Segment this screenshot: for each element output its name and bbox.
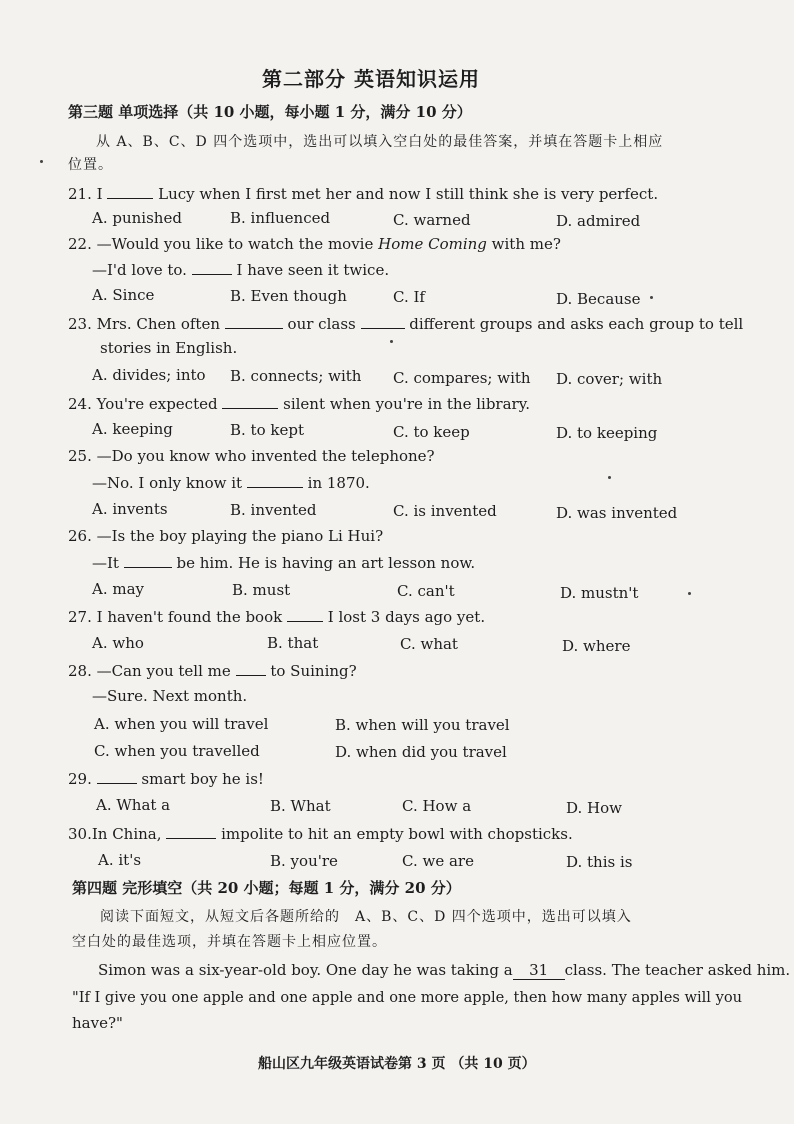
q28-blank (236, 661, 266, 676)
q25-line2-start: —No. I only know it (92, 474, 243, 492)
q29-stem-start: 29. (68, 770, 92, 788)
q21-option-b: B. influenced (230, 209, 331, 227)
page-footer: 船山区九年级英语试卷第 3 页 （共 10 页） (258, 1056, 536, 1072)
q22-line2-start: —I'd love to. (92, 261, 187, 279)
passage-line1-end: class. The teacher asked him. (564, 961, 791, 979)
q23-line1-start: 23. Mrs. Chen often (68, 315, 220, 333)
scan-speck (40, 160, 43, 163)
q22-line1-start: 22. —Would you like to watch the movie (68, 235, 379, 253)
q23-blank-2 (361, 314, 405, 329)
q28-option-d: D. when did you travel (335, 743, 507, 761)
q30-stem-end: impolite to hit an empty bowl with chopsticks. (221, 825, 573, 843)
q23-blank-1 (225, 314, 283, 329)
section3-heading: 第三题 单项选择（共 10 小题，每小题 1 分，满分 10 分） (68, 103, 472, 121)
passage-line3: have?" (72, 1014, 123, 1032)
q23-option-a: A. divides; into (92, 366, 206, 384)
q21-blank (107, 184, 153, 199)
q24-blank (222, 394, 278, 409)
q25-option-b: B. invented (230, 501, 317, 519)
q26-option-d: D. mustn't (560, 584, 639, 602)
q21-stem-start: 21. I (68, 185, 103, 203)
q24-option-a: A. keeping (92, 420, 173, 438)
q27-blank (287, 607, 323, 622)
q22-option-b: B. Even though (230, 287, 347, 305)
question-21-stem (68, 184, 658, 203)
section3-instruction-line1: 从 A、B、C、D 四个选项中，选出可以填入空白处的最佳答案，并填在答题卡上相应 (96, 134, 664, 150)
q27-stem-start: 27. I haven't found the book (68, 608, 283, 626)
scan-speck (390, 340, 393, 343)
question-27-stem (68, 607, 485, 626)
section4-instruction-line2: 空白处的最佳选项，并填在答题卡上相应位置。 (72, 934, 387, 950)
q25-line2-end: in 1870. (307, 474, 370, 492)
passage-line1-start: Simon was a six-year-old boy. One day he was taking a (98, 961, 513, 979)
q29-blank (97, 769, 137, 784)
question-23-line2: stories in English. (100, 339, 238, 357)
q25-blank (247, 473, 303, 488)
q28-line1-end: to Suining? (270, 662, 357, 680)
q23-option-b: B. connects; with (230, 367, 362, 385)
q30-option-c: C. we are (402, 852, 474, 870)
q22-option-c: C. If (393, 288, 425, 306)
question-30-stem (68, 824, 573, 843)
q24-stem-start: 24. You're expected (68, 395, 218, 413)
question-22-line1 (68, 235, 561, 253)
q27-option-d: D. where (562, 637, 631, 655)
q30-stem-start: 30.In China, (68, 825, 162, 843)
section4-instruction-line1: 阅读下面短文，从短文后各题所给的 A、B、C、D 四个选项中，选出可以填入 (100, 909, 632, 925)
scan-speck (608, 476, 611, 479)
passage-blank-31: 31 (513, 961, 565, 980)
q22-line2-end: I have seen it twice. (236, 261, 390, 279)
q24-stem-end: silent when you're in the library. (283, 395, 530, 413)
q24-option-c: C. to keep (393, 423, 470, 441)
section4-heading: 第四题 完形填空（共 20 小题；每题 1 分，满分 20 分） (72, 879, 461, 897)
question-25-line1: 25. —Do you know who invented the telephone? (68, 447, 435, 465)
q29-option-a: A. What a (96, 796, 171, 814)
q21-option-c: C. warned (393, 211, 471, 229)
q28-option-b: B. when will you travel (335, 716, 510, 734)
q24-option-b: B. to kept (230, 421, 304, 439)
section3-instruction-line2: 位置。 (68, 157, 113, 173)
q29-option-b: B. What (270, 797, 331, 815)
q23-option-c: C. compares; with (393, 369, 531, 387)
q27-option-c: C. what (400, 635, 458, 653)
q26-option-b: B. must (232, 581, 291, 599)
q27-stem-end: I lost 3 days ago yet. (327, 608, 486, 626)
scan-speck (688, 592, 691, 595)
q26-line2-start: —It (92, 554, 119, 572)
q24-option-d: D. to keeping (556, 424, 658, 442)
q26-option-c: C. can't (397, 582, 455, 600)
q29-option-d: D. How (566, 799, 622, 817)
q23-option-d: D. cover; with (556, 370, 663, 388)
q30-option-d: D. this is (566, 853, 633, 871)
question-26-line1: 26. —Is the boy playing the piano Li Hui? (68, 527, 384, 545)
q23-line1-end: different groups and asks each group to tell (409, 315, 744, 333)
q28-option-a: A. when you will travel (94, 715, 269, 733)
q22-option-d: D. Because (556, 290, 641, 308)
question-24-stem (68, 394, 530, 413)
question-25-line2 (92, 473, 370, 492)
q22-blank (192, 260, 232, 275)
q25-option-d: D. was invented (556, 504, 678, 522)
passage-line1 (98, 961, 790, 980)
question-28-line2: —Sure. Next month. (92, 687, 248, 705)
q30-option-b: B. you're (270, 852, 338, 870)
q26-blank (124, 553, 172, 568)
q28-line1-start: 28. —Can you tell me (68, 662, 231, 680)
q21-option-a: A. punished (92, 209, 182, 227)
q26-option-a: A. may (92, 580, 145, 598)
question-29-stem (68, 769, 264, 788)
q21-stem-end: Lucy when I first met her and now I still think she is very perfect. (158, 185, 659, 203)
q22-movie-title: Home Coming (378, 235, 487, 253)
question-28-line1 (68, 661, 357, 680)
question-22-line2 (92, 260, 389, 279)
question-26-line2 (92, 553, 475, 572)
q22-option-a: A. Since (92, 286, 155, 304)
question-23-line1 (68, 314, 743, 333)
scan-speck (650, 296, 653, 299)
q27-option-a: A. who (92, 634, 144, 652)
page-title: 第二部分 英语知识运用 (262, 67, 480, 91)
q29-option-c: C. How a (402, 797, 472, 815)
q22-line1-end: with me? (486, 235, 561, 253)
q25-option-c: C. is invented (393, 502, 497, 520)
q23-line1-middle: our class (287, 315, 356, 333)
q29-stem-end: smart boy he is! (141, 770, 264, 788)
q25-option-a: A. invents (92, 500, 168, 518)
q30-option-a: A. it's (98, 851, 142, 869)
q30-blank (166, 824, 216, 839)
q28-option-c: C. when you travelled (94, 742, 260, 760)
q21-option-d: D. admired (556, 212, 641, 230)
passage-line2: "If I give you one apple and one apple and one more apple, then how many apples will you (72, 989, 743, 1006)
q27-option-b: B. that (267, 634, 319, 652)
q26-line2-end: be him. He is having an art lesson now. (176, 554, 476, 572)
